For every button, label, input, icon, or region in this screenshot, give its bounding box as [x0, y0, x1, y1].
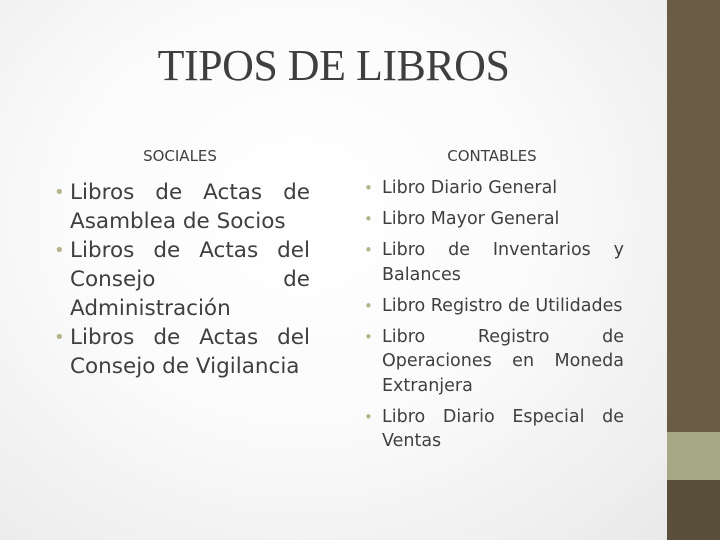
list-item — [362, 176, 624, 201]
bullet-icon: • — [364, 210, 373, 228]
list-item — [362, 325, 624, 399]
contables-list — [362, 176, 624, 460]
side-accent-dark — [667, 480, 720, 540]
bullet-icon: • — [54, 240, 65, 261]
list-item — [30, 236, 310, 323]
bullet-icon: • — [54, 182, 65, 203]
bullet-icon: • — [364, 179, 373, 197]
sociales-list — [30, 178, 310, 381]
list-item-text: Libro Mayor General — [382, 209, 560, 229]
list-item-text: Libro Diario General — [382, 178, 558, 198]
list-item — [30, 178, 310, 236]
list-item — [30, 323, 310, 381]
list-item-text: Libro Registro de Operaciones en Moneda Extranjera — [382, 326, 624, 396]
list-item — [362, 294, 624, 319]
contables-heading: CONTABLES — [447, 147, 537, 165]
side-accent-light — [667, 432, 720, 480]
bullet-icon: • — [364, 327, 373, 346]
list-item-text: Libros de Actas de Asamblea de Socios — [70, 180, 310, 234]
bullet-icon: • — [364, 296, 373, 315]
list-item-text: Libros de Actas del Consejo de Vigilancia — [70, 325, 310, 379]
bullet-icon: • — [364, 241, 373, 259]
slide-title: TIPOS DE LIBROS — [157, 41, 510, 90]
list-item-text: Libro Diario Especial de Ventas — [382, 406, 624, 451]
list-item-text: Libro Registro de Utilidades — [382, 295, 623, 316]
bullet-icon: • — [364, 407, 373, 426]
list-item — [362, 405, 624, 454]
bullet-icon: • — [54, 327, 65, 348]
list-item-text: Libros de Actas del Consejo de Administración — [70, 238, 310, 321]
list-item — [362, 238, 624, 287]
list-item — [362, 207, 624, 232]
sociales-heading: SOCIALES — [143, 147, 217, 165]
list-item-text: Libro de Inventarios y Balances — [382, 240, 624, 285]
